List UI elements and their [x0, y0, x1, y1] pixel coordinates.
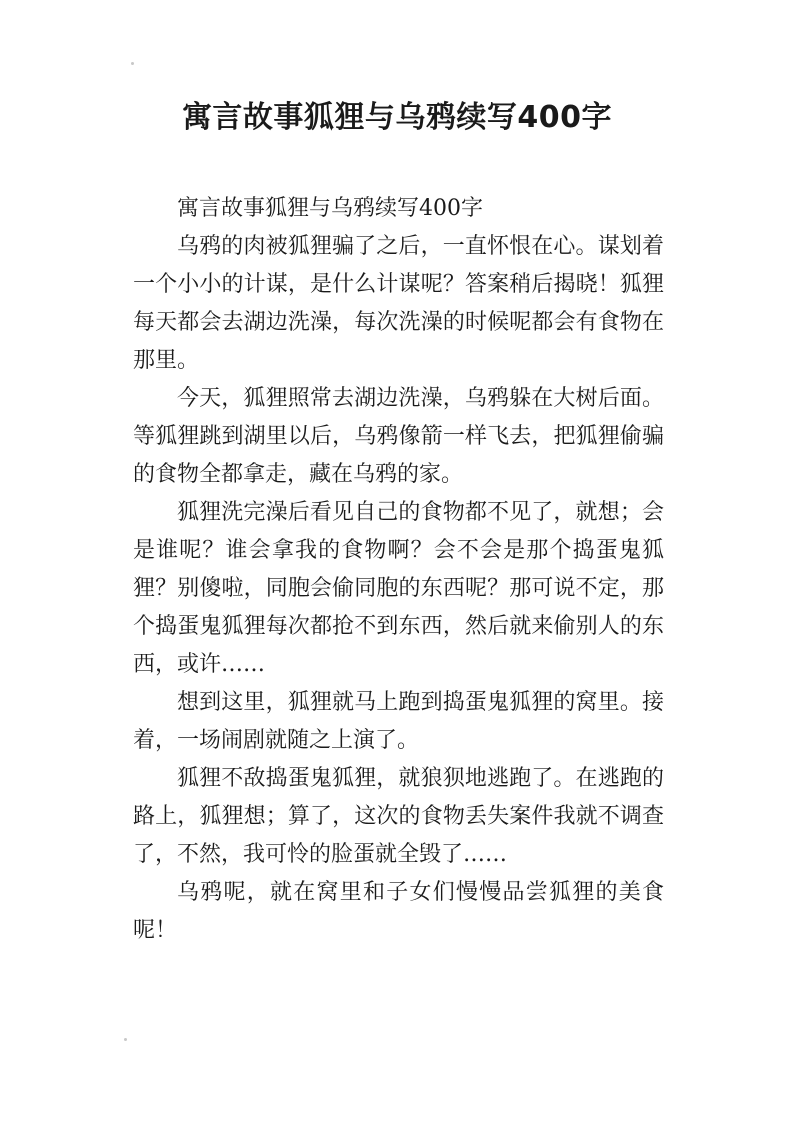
body-paragraph: 狐狸洗完澡后看见自己的食物都不见了，就想；会是谁呢？谁会拿我的食物啊？会不会是那个捣蛋鬼狐狸？别傻啦，同胞会偷同胞的东西呢？那可说不定，那个捣蛋鬼狐狸每次都抢不到东西，然后就来偷别人的东西，或许……: [133, 500, 664, 677]
body-paragraph: 乌鸦呢，就在窝里和子女们慢慢品尝狐狸的美食呢！: [133, 880, 664, 943]
scan-speck: [131, 62, 134, 65]
body-paragraph: 今天，狐狸照常去湖边洗澡，乌鸦躲在大树后面。等狐狸跳到湖里以后，乌鸦像箭一样飞去，把狐狸偷骗的食物全都拿走，藏在乌鸦的家。: [133, 386, 664, 487]
scan-speck: [124, 1038, 127, 1041]
body-paragraph: 乌鸦的肉被狐狸骗了之后，一直怀恨在心。谋划着一个小小的计谋，是什么计谋呢？答案稍后揭晓！狐狸每天都会去湖边洗澡，每次洗澡的时候呢都会有食物在那里。: [133, 234, 664, 373]
body-paragraph: 想到这里，狐狸就马上跑到捣蛋鬼狐狸的窝里。接着，一场闹剧就随之上演了。: [133, 690, 664, 753]
document-title: 寓言故事狐狸与乌鸦续写400字: [181, 100, 613, 135]
body-paragraph: 狐狸不敌捣蛋鬼狐狸，就狼狈地逃跑了。在逃跑的路上，狐狸想；算了，这次的食物丢失案件我就不调查了，不然，我可怜的脸蛋就全毁了……: [133, 766, 664, 867]
body-paragraph: 寓言故事狐狸与乌鸦续写400字: [177, 196, 483, 221]
document-body: [133, 190, 664, 950]
